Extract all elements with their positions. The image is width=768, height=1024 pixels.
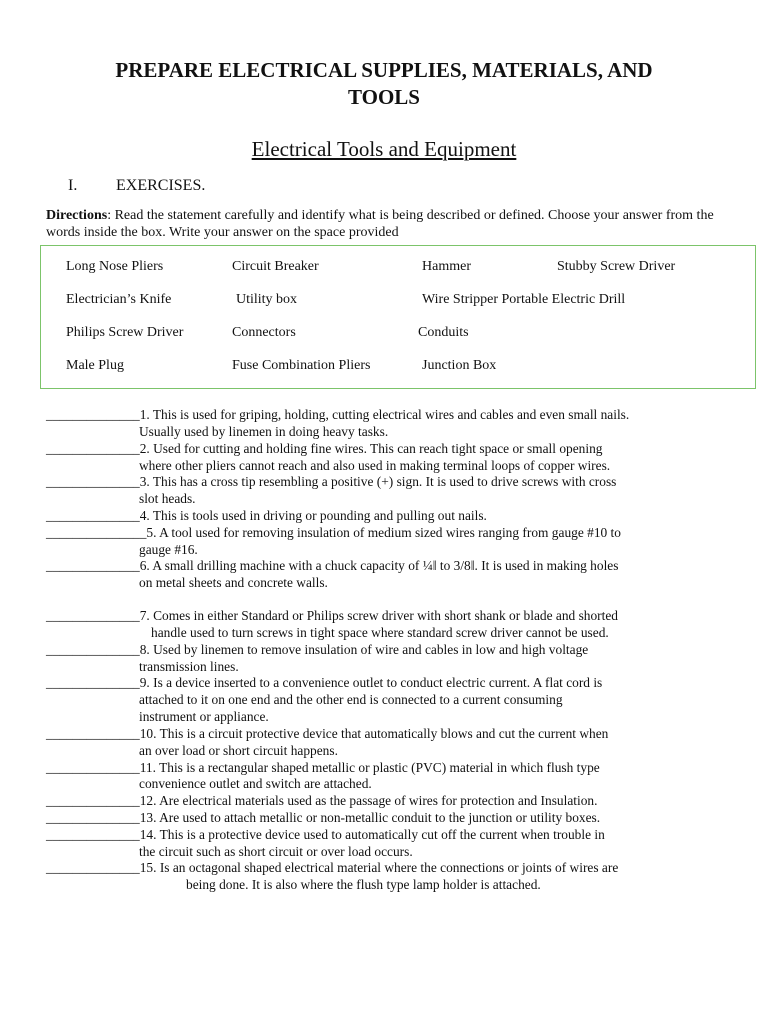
word-box-item: Hammer: [422, 259, 471, 274]
exercise-item-11-line-1: ______________11. This is a rectangular shaped metallic or plastic (PVC) material in which flush type: [46, 760, 600, 775]
section-label: EXERCISES.: [116, 177, 206, 194]
exercise-item-9-line-2: attached to it on one end and the other end is connected to a current consuming: [139, 692, 563, 707]
exercise-item-4-line-1: ______________4. This is tools used in driving or pounding and pulling out nails.: [46, 508, 487, 523]
exercise-item-5-line-2: gauge #16.: [139, 542, 198, 557]
word-box-item: Philips Screw Driver: [66, 325, 184, 340]
word-box-item: Wire Stripper Portable Electric Drill: [422, 292, 626, 307]
directions-paragraph: [46, 207, 726, 241]
word-box-item: Stubby Screw Driver: [557, 259, 676, 274]
word-box-item: Electrician’s Knife: [66, 292, 172, 307]
page-title: [40, 57, 728, 111]
exercise-item-14-line-2: the circuit such as short circuit or over load occurs.: [139, 844, 413, 859]
exercise-item-8-line-2: transmission lines.: [139, 659, 239, 674]
exercise-item-12-line-1: ______________12. Are electrical materials used as the passage of wires for protection and Insulation.: [46, 793, 598, 808]
word-box-item: Circuit Breaker: [232, 259, 319, 274]
exercise-item-1-line-2: Usually used by linemen in doing heavy tasks.: [139, 424, 389, 439]
exercise-item-15-line-2: being done. It is also where the flush type lamp holder is attached.: [186, 877, 541, 892]
section-number: I.: [68, 177, 78, 194]
exercise-item-3-line-2: slot heads.: [139, 491, 196, 506]
word-box-item: Fuse Combination Pliers: [232, 358, 371, 373]
exercise-item-2-line-1: ______________2. Used for cutting and holding fine wires. This can reach tight space or small opening: [46, 441, 603, 456]
exercise-item-13-line-1: ______________13. Are used to attach metallic or non-metallic conduit to the junction or utility boxes.: [46, 810, 601, 825]
title-line-1: PREPARE ELECTRICAL SUPPLIES, MATERIALS, AND: [115, 58, 653, 82]
directions-label: Directions: [46, 208, 108, 223]
word-box-item: Male Plug: [66, 358, 124, 373]
word-box-item: Utility box: [236, 292, 298, 307]
word-box-item: Junction Box: [422, 358, 497, 373]
directions-text: : Read the statement carefully and identify what is being described or defined. Choose your answer from the words inside the box. Write your answer on the space provided: [46, 208, 714, 240]
exercise-item-15-line-1: ______________15. Is an octagonal shaped electrical material where the connections or joints of wires are: [46, 860, 619, 875]
page-subtitle: Electrical Tools and Equipment: [251, 137, 517, 161]
exercise-item-11-line-2: convenience outlet and switch are attached.: [139, 776, 372, 791]
exercise-item-10-line-1: ______________10. This is a circuit protective device that automatically blows and cut the current when: [46, 726, 609, 741]
word-box-item: Connectors: [232, 325, 296, 340]
exercise-item-9-line-3: instrument or appliance.: [139, 709, 269, 724]
exercise-item-1-line-1: ______________1. This is used for griping, holding, cutting electrical wires and cables and even small nails.: [46, 407, 630, 422]
word-box-item: Conduits: [418, 325, 469, 340]
exercise-item-8-line-1: ______________8. Used by linemen to remove insulation of wire and cables in low and high voltage: [46, 642, 589, 657]
exercise-item-7-line-2: handle used to turn screws in tight space where standard screw driver cannot be used.: [151, 625, 609, 640]
exercise-item-7-line-1: ______________7. Comes in either Standard or Philips screw driver with short shank or blade and shorted: [46, 608, 618, 623]
title-line-2: TOOLS: [348, 85, 420, 109]
exercise-item-9-line-1: ______________9. Is a device inserted to a convenience outlet to conduct electric current. A flat cord is: [46, 675, 603, 690]
section-heading: [68, 177, 205, 195]
exercise-item-2-line-2: where other pliers cannot reach and also used in making terminal loops of copper wires.: [139, 458, 611, 473]
exercise-item-6-line-2: on metal sheets and concrete walls.: [139, 575, 328, 590]
exercise-item-3-line-1: ______________3. This has a cross tip resembling a positive (+) sign. It is used to drive screws with cross: [46, 474, 617, 489]
exercise-item-14-line-1: ______________14. This is a protective device used to automatically cut off the current when trouble in: [46, 827, 605, 842]
exercise-item-10-line-2: an over load or short circuit happens.: [139, 743, 338, 758]
word-box-item: Long Nose Pliers: [66, 259, 164, 274]
exercise-item-5-line-1: _______________5. A tool used for removing insulation of medium sized wires ranging from gauge #10 to: [46, 525, 621, 540]
exercise-item-6-line-1: ______________6. A small drilling machine with a chuck capacity of ¼‖ to 3/8‖. It is used in making holes: [46, 558, 619, 573]
